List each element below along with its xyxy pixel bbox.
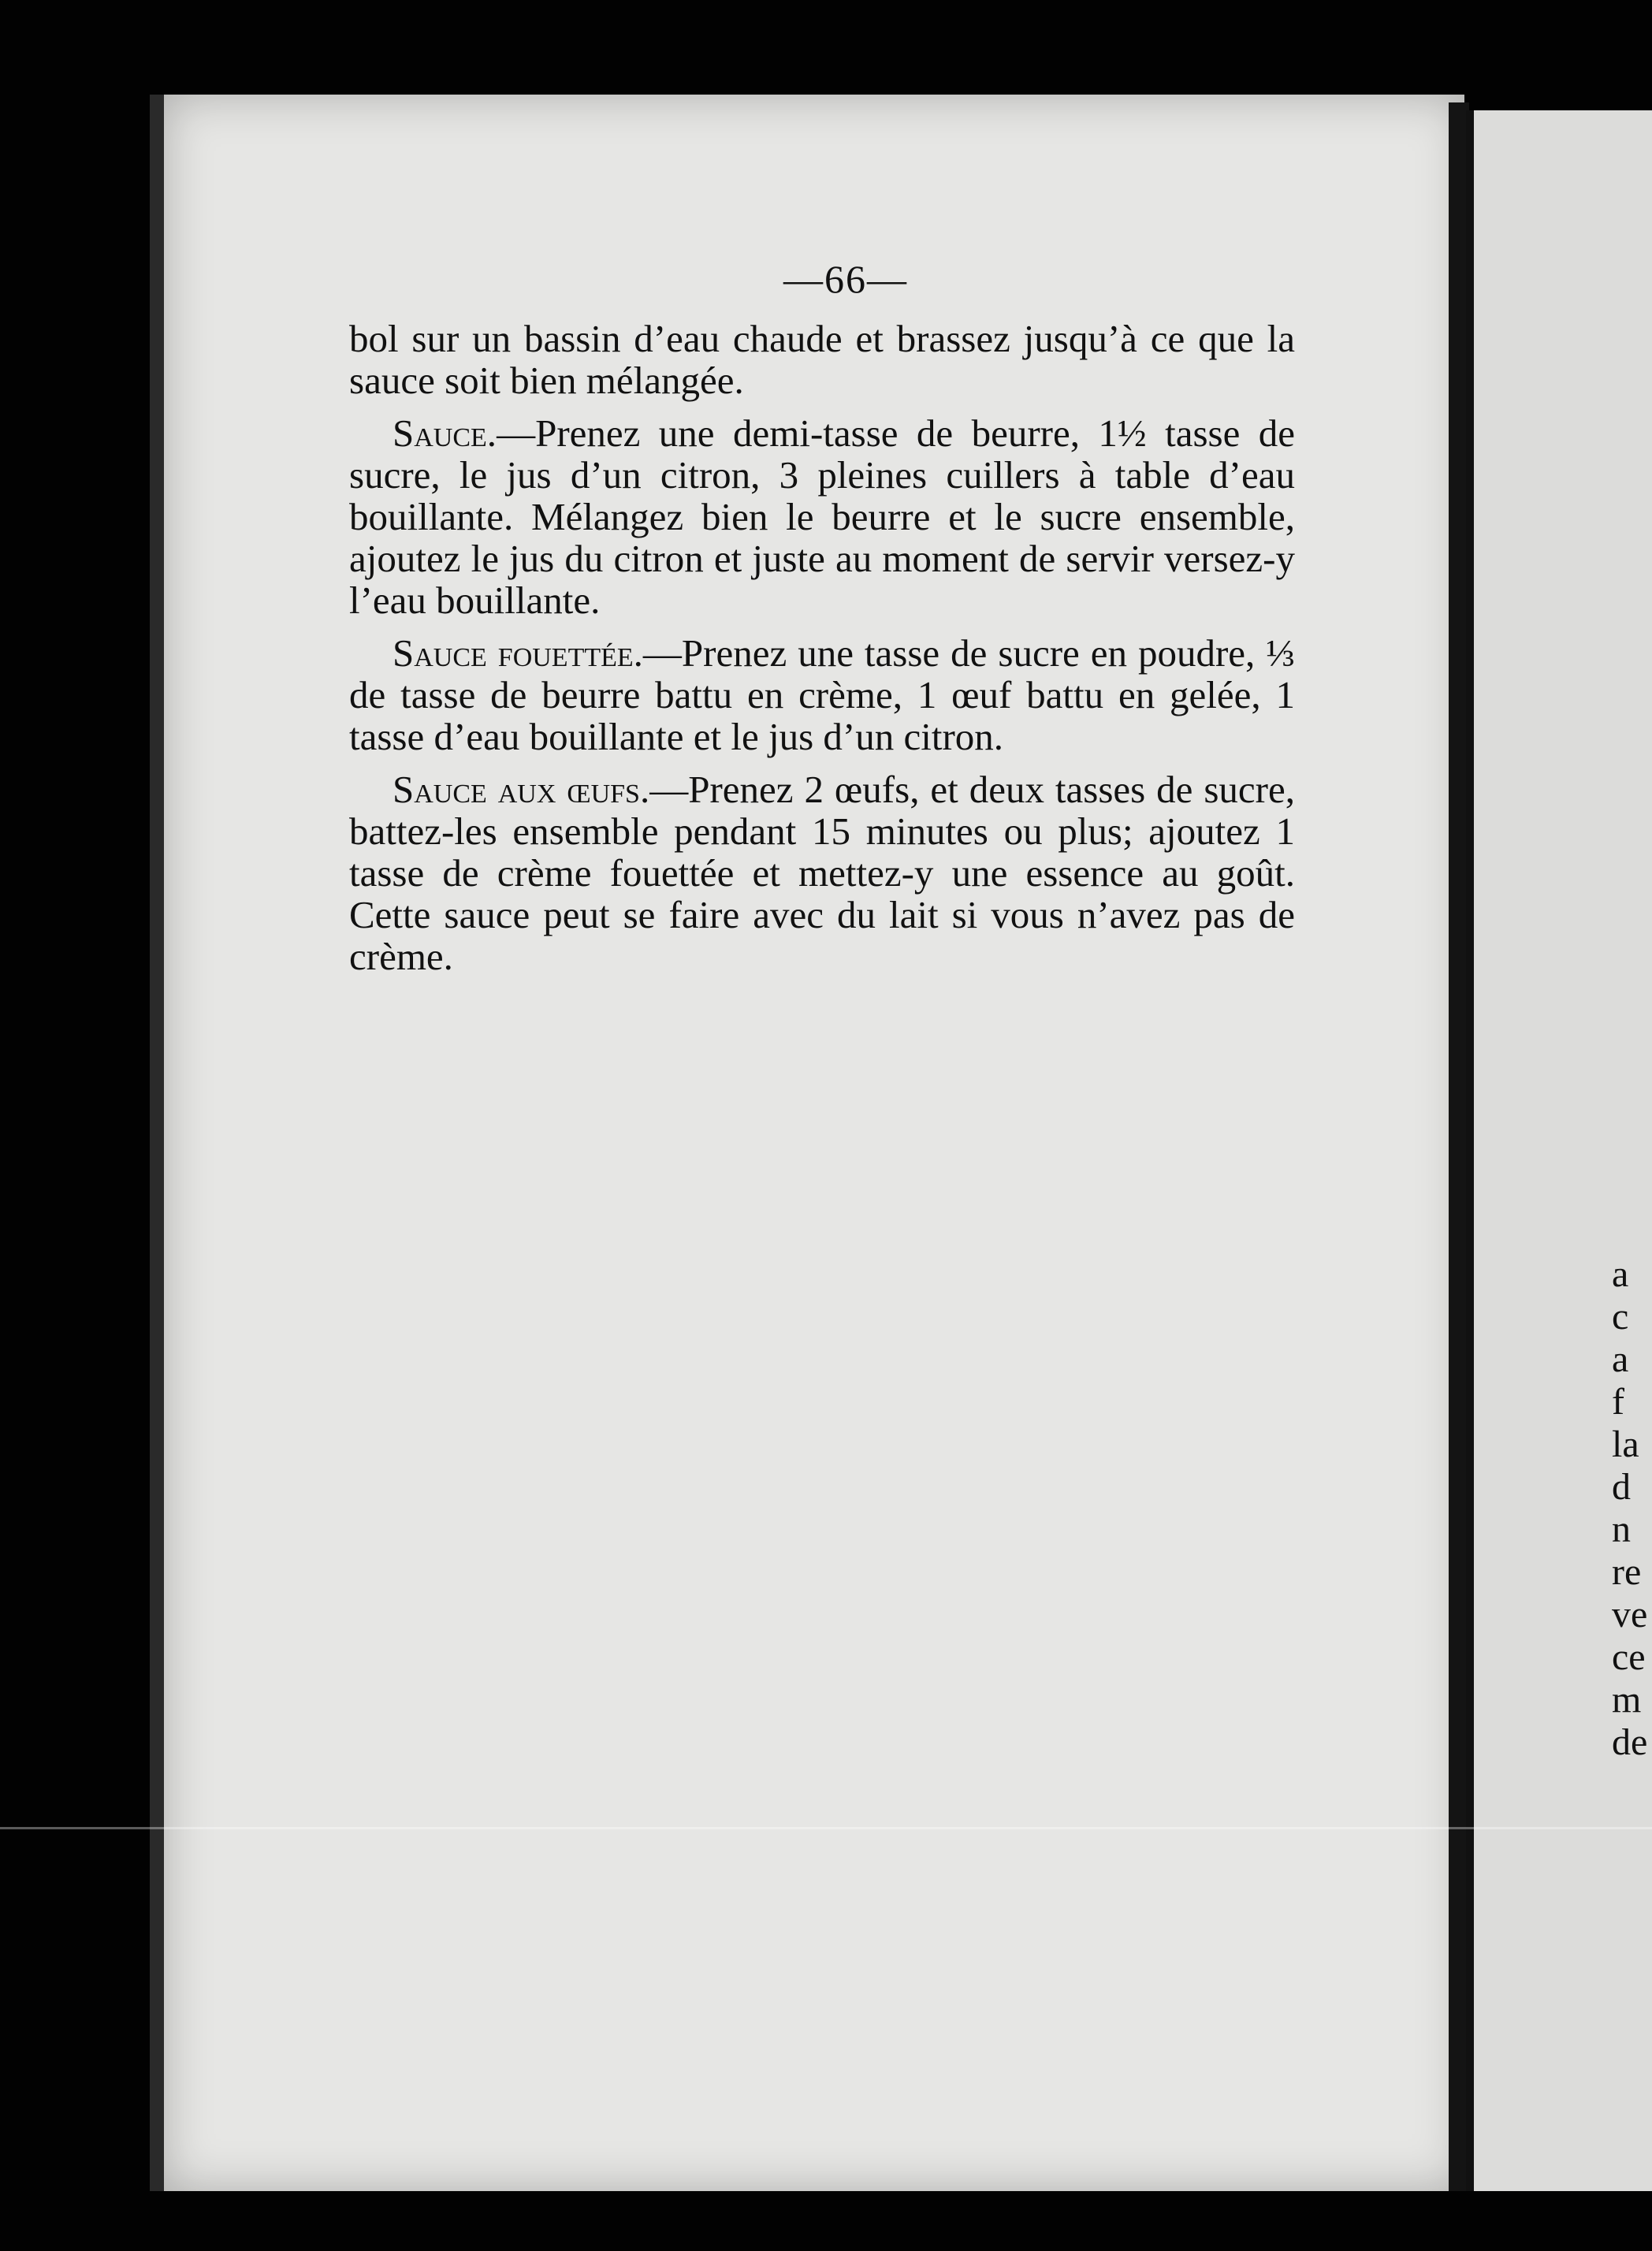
edge-letter: la bbox=[1612, 1423, 1639, 1465]
recipe-heading: Sauce aux œufs. bbox=[393, 768, 650, 811]
edge-letter: a bbox=[1612, 1253, 1629, 1295]
recipe-heading: Sauce. bbox=[393, 411, 497, 455]
edge-letter: de bbox=[1612, 1721, 1648, 1763]
paragraph-sauce-aux-oeufs bbox=[349, 768, 1295, 977]
edge-letter: m bbox=[1612, 1679, 1642, 1721]
edge-letter: c bbox=[1612, 1296, 1629, 1338]
recipe-heading: Sauce fouettée. bbox=[393, 631, 643, 675]
page-body bbox=[349, 256, 1295, 988]
scan-artifact-line bbox=[0, 1827, 1652, 1829]
paragraph-continuation bbox=[349, 318, 1295, 401]
page-number: —66— bbox=[783, 257, 908, 301]
right-page-edge bbox=[1466, 110, 1652, 2191]
edge-letter: d bbox=[1612, 1466, 1631, 1508]
edge-letter: re bbox=[1612, 1551, 1642, 1593]
edge-letter: ve bbox=[1612, 1594, 1648, 1635]
edge-letter: n bbox=[1612, 1509, 1631, 1550]
paragraph-text: bol sur un bassin d’eau chaude et brassez jusqu’à ce que la sauce soit bien mélangée. bbox=[349, 317, 1295, 402]
paragraph-sauce-fouettee bbox=[349, 632, 1295, 757]
paragraph-sauce bbox=[349, 412, 1295, 621]
paragraph-text: —Prenez une tasse de sucre en poudre, ⅓ de tasse de beurre battu en crème, 1 œuf battu en gelée, 1 tasse d’eau bouillante et le jus d’un citron. bbox=[349, 631, 1295, 758]
right-page-edge-text bbox=[1612, 1253, 1652, 1764]
left-page bbox=[150, 95, 1464, 2191]
edge-letter: f bbox=[1612, 1381, 1624, 1423]
edge-letter: a bbox=[1612, 1338, 1629, 1380]
paragraph-text: —Prenez une demi-tasse de beurre, 1½ tasse de sucre, le jus d’un citron, 3 pleines cuillers à table d’eau bouillante. Mélangez bien le beurre et le sucre ensemble, ajoutez le jus du citron et juste au moment de servir versez-y l’eau bouillante. bbox=[349, 411, 1295, 622]
paragraph-text: —Prenez 2 œufs, et deux tasses de sucre, battez-les ensemble pendant 15 minutes ou plus; ajoutez 1 tasse de crème fouettée et mettez-y une essence au goût. Cette sauce peut se faire avec du lait si vous n’avez pas de crème. bbox=[349, 768, 1295, 978]
edge-letter: ce bbox=[1612, 1636, 1646, 1678]
